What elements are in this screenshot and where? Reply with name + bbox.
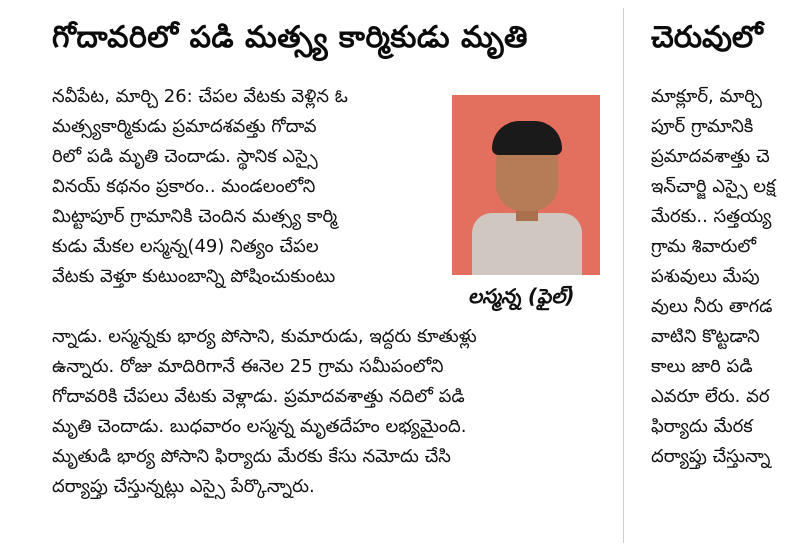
right-article-body [651, 82, 800, 472]
body-line: మేరకు.. సత్తయ్య [651, 206, 772, 227]
body-line: ఫిర్యాదు మేరక [651, 416, 753, 437]
body-line: పూర్ గ్రామానికి [651, 116, 754, 137]
body-line: ఇన్‌చార్జి ఎస్సై లక్ష [651, 176, 776, 197]
right-article-headline: చెరువులో [651, 20, 763, 55]
body-line: మృతి చెందాడు. బుధవారం లస్మన్న మృతదేహం లభ్యమైంది. [52, 416, 467, 437]
body-line: కాలు జారి పడి [651, 356, 753, 377]
body-line: గోదావరికి చేపలు వేటకు వెళ్లాడు. ప్రమాదవశాత్తు నదిలో పడి [52, 386, 465, 407]
person-photo [452, 95, 600, 275]
body-line: పశువులు మేపు [651, 266, 760, 287]
body-line: కుడు మేకల లస్మన్న(49) నిత్యం చేపల [52, 236, 319, 257]
body-line: మాక్లూర్, మార్చి [651, 86, 762, 107]
body-line: దర్యాప్తు చేస్తున్నట్లు ఎస్సై పేర్కొన్నారు. [52, 476, 315, 497]
body-line: వినయ్ కథనం ప్రకారం.. మండలంలోని [52, 176, 316, 197]
left-article-body-narrow [52, 82, 442, 292]
photo-caption: లస్మన్న (ఫైల్) [468, 284, 575, 308]
body-line: గ్రామ శివారులో [651, 236, 756, 257]
left-article-body-full [52, 322, 612, 502]
body-line: మత్స్యకార్మికుడు ప్రమాదశవత్తు గోదావ [52, 116, 317, 137]
body-line: వులు నీరు తాగడ [651, 296, 773, 317]
body-line: నవీపేట, మార్చి 26: చేపల వేటకు వెళ్లిన ఓ [52, 86, 348, 107]
photo-shirt [472, 213, 582, 275]
body-line: న్నాడు. లస్మన్నకు భార్య పోసాని, కుమారుడు, ఇద్దరు కూతుళ్లు [52, 326, 477, 347]
body-line: మృతుడి భార్య పోసాని ఫిర్యాదు మేరకు కేసు నమోదు చేసి [52, 446, 451, 467]
photo-hair [492, 121, 562, 155]
left-article-headline: గోదావరిలో పడి మత్స్య కార్మికుడు మృతి [52, 20, 528, 55]
body-line: ఉన్నారు. రోజు మాదిరిగానే ఈనెల 25 గ్రామ సమీపంలోని [52, 356, 444, 377]
body-line: దర్యాప్తు చేస్తున్నా [651, 446, 771, 467]
body-line: మిట్టాపూర్ గ్రామానికి చెందిన మత్స్య కార్మి [52, 206, 338, 227]
column-divider [623, 8, 624, 543]
body-line: ప్రమాదవశాత్తు చె [651, 146, 770, 167]
right-article [633, 0, 800, 550]
body-line: వేటకు వెళ్తూ కుటుంబాన్ని పోషించుకుంటు [52, 266, 336, 287]
body-line: ఎవరూ లేరు. వర [651, 386, 770, 407]
body-line: రిలో పడి మృతి చెందాడు. స్థానిక ఎస్సై [52, 146, 318, 167]
body-line: వాటిని కొట్టడాని [651, 326, 760, 347]
